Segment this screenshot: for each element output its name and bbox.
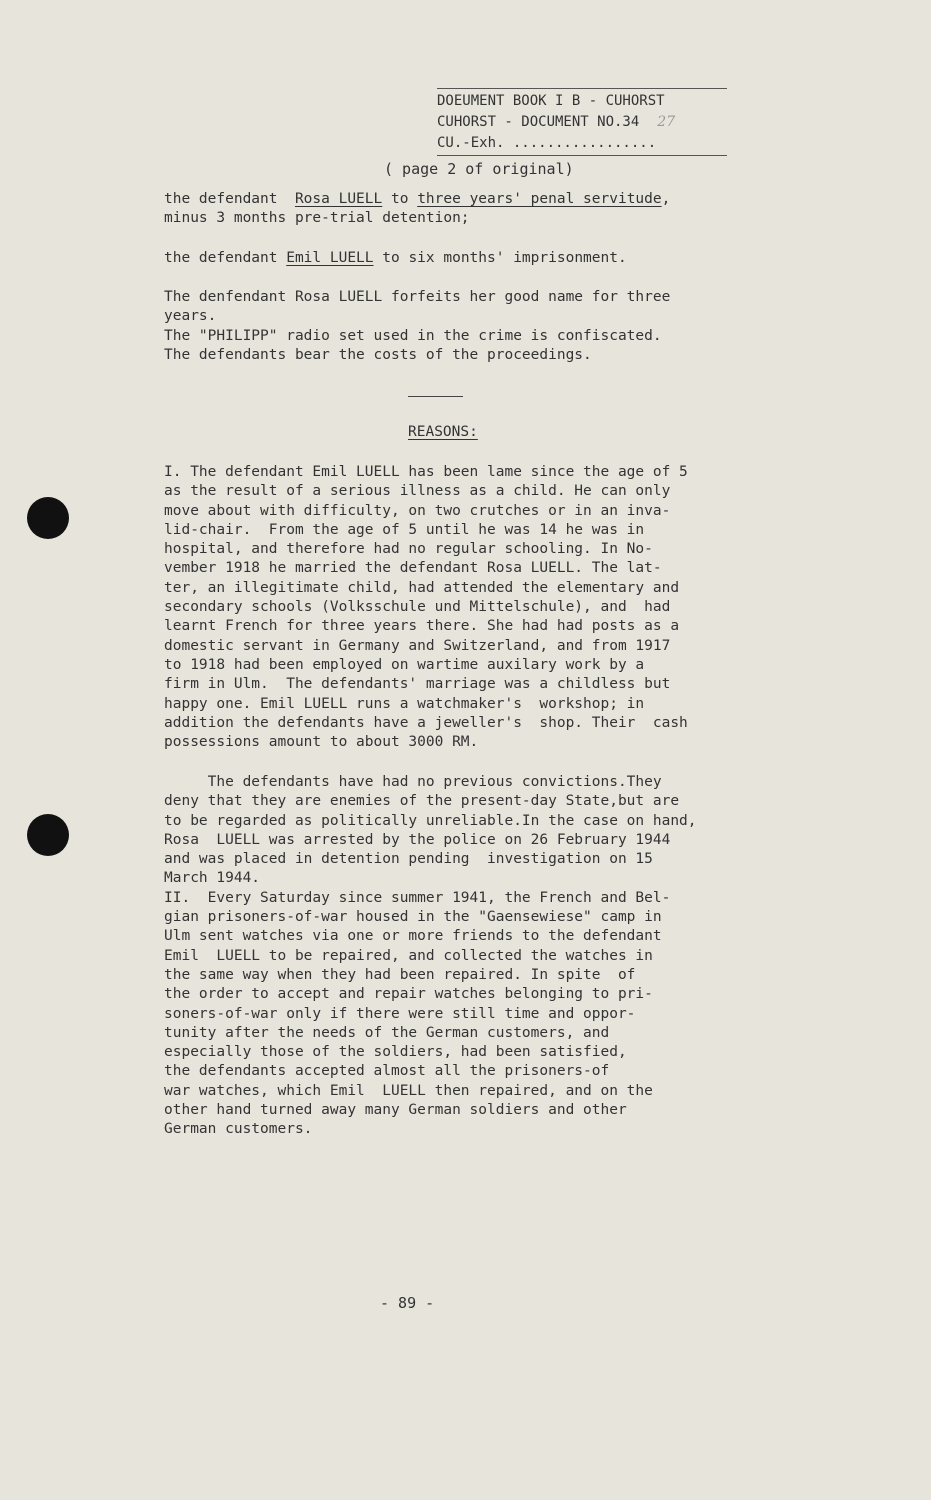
section-divider — [408, 396, 463, 397]
sentence-paragraph-3 — [164, 288, 754, 365]
text-line: addition the defendants have a jeweller's shop. Their cash — [164, 714, 688, 731]
text-run: , — [661, 191, 671, 207]
text-line: I. The defendant Emil LUELL has been lame since the age of 5 — [164, 464, 688, 480]
text-line: Rosa LUELL was arrested by the police on 26 February 1944 — [164, 831, 671, 848]
text-line: the same way when they had been repaired. In spite of — [164, 966, 636, 983]
text-line: especially those of the soldiers, had been satisfied, — [164, 1044, 627, 1061]
text-line: minus 3 months pre-trial detention; — [164, 210, 470, 227]
text-line: and was placed in detention pending investigation on 15 — [164, 851, 653, 868]
text-line: war watches, which Emil LUELL then repaired, and on the — [164, 1082, 653, 1099]
text-line: ter, an illegitimate child, had attended the elementary and — [164, 579, 680, 596]
text-line: tunity after the needs of the German customers, and — [164, 1024, 610, 1041]
text-run: the defendant — [164, 191, 295, 207]
text-line: to 1918 had been employed on wartime auxilary work by a — [164, 656, 645, 673]
text-line: secondary schools (Volksschule und Mittelschule), and had — [164, 599, 671, 616]
sentence-term: three years' penal servitude — [417, 191, 662, 207]
text-line: possessions amount to about 3000 RM. — [164, 734, 479, 751]
header-line-2 — [437, 112, 727, 133]
text-line: as the result of a serious illness as a child. He can only — [164, 483, 671, 500]
text-line: March 1944. — [164, 870, 261, 887]
defendant-name-emil: Emil LUELL — [286, 250, 374, 266]
header-line-1: DOEUMENT BOOK I B - CUHORST — [437, 93, 665, 109]
text-run: to — [382, 191, 418, 207]
handwritten-note: 27 — [657, 114, 676, 130]
text-line: the order to accept and repair watches belonging to pri- — [164, 986, 653, 1003]
defendant-name-rosa: Rosa LUELL — [294, 191, 383, 207]
text-line: gian prisoners-of-war housed in the "Gaensewiese" camp in — [164, 909, 662, 926]
text-line: other hand turned away many German soldiers and other — [164, 1102, 627, 1119]
text-line: happy one. Emil LUELL runs a watchmaker's workshop; in — [164, 695, 645, 712]
text-line: The defendants bear the costs of the proceedings. — [164, 346, 592, 363]
text-line: hospital, and therefore had no regular schooling. In No- — [164, 541, 653, 558]
page-number: - 89 - — [380, 1294, 435, 1312]
header-rule-top — [437, 88, 727, 89]
text-line: to be regarded as politically unreliable.In the case on hand, — [164, 812, 697, 829]
text-line: soners-of-war only if there were still time and oppor- — [164, 1005, 636, 1022]
text-line: learnt French for three years there. She had had posts as a — [164, 618, 680, 635]
sentence-paragraph-2 — [164, 249, 754, 268]
text-line: The "PHILIPP" radio set used in the crime is confiscated. — [164, 327, 662, 344]
document-header — [437, 88, 727, 156]
sentence-paragraph-1 — [164, 190, 754, 229]
page-reference: ( page 2 of original) — [384, 160, 574, 178]
text-line: lid-chair. From the age of 5 until he was 14 he was in — [164, 521, 645, 538]
text-line: domestic servant in Germany and Switzerland, and from 1917 — [164, 637, 671, 654]
text-line: move about with difficulty, on two crutches or in an inva- — [164, 502, 671, 519]
text-line: Ulm sent watches via one or more friends to the defendant — [164, 928, 662, 945]
text-line: II. Every Saturday since summer 1941, the French and Bel- — [164, 889, 671, 906]
reasons-section-2 — [164, 773, 754, 1140]
text-line: deny that they are enemies of the present-day State,but are — [164, 793, 680, 810]
text-run: the defendant — [164, 250, 287, 266]
header-doc-number: CUHORST - DOCUMENT NO.34 — [437, 114, 640, 130]
text-run: to six months' imprisonment. — [373, 250, 627, 266]
text-line: the defendants accepted almost all the prisoners-of — [164, 1063, 610, 1080]
punch-hole-top — [27, 497, 69, 539]
reasons-heading: REASONS: — [408, 424, 478, 440]
text-line: years. — [164, 308, 217, 325]
text-line: firm in Ulm. The defendants' marriage was a childless but — [164, 676, 671, 693]
text-line: vember 1918 he married the defendant Rosa LUELL. The lat- — [164, 560, 662, 577]
text-line: Emil LUELL to be repaired, and collected the watches in — [164, 947, 653, 964]
reasons-section-1 — [164, 463, 754, 752]
text-line: The defendants have had no previous convictions.They — [164, 774, 662, 790]
header-line-3: CU.-Exh. ................. — [437, 135, 657, 151]
header-rule-bottom — [437, 155, 727, 156]
text-line: German customers. — [164, 1121, 313, 1138]
punch-hole-bottom — [27, 814, 69, 856]
text-line: The denfendant Rosa LUELL forfeits her good name for three — [164, 289, 671, 305]
